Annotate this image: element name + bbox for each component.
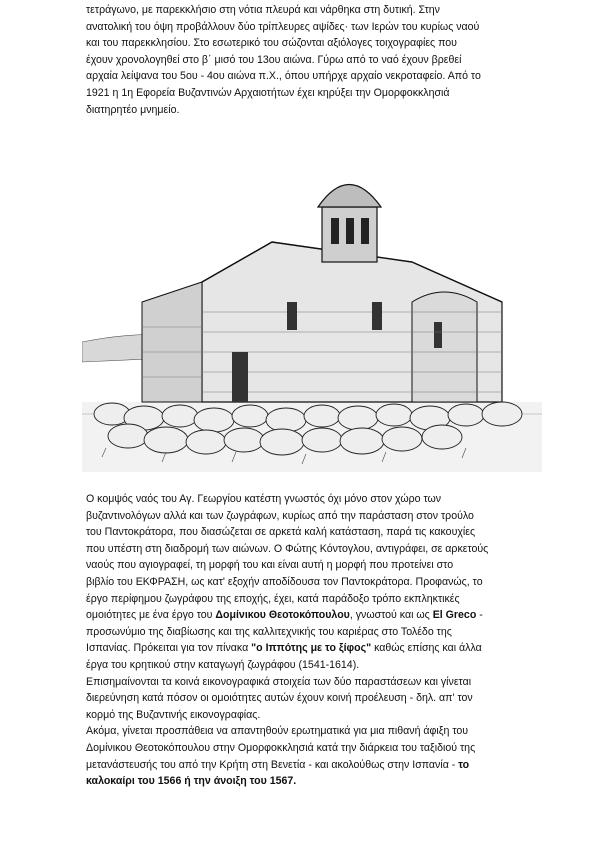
text-line: Δομίνικου Θεοτοκόπουλου στην Ομορφοκκλησιά κατά την διάρκεια του ταξιδιού της <box>86 741 476 754</box>
text-line: ανατολική του όψη προβάλλουν δύο τρίπλευρες αψίδες· των Ιερών του κυρίως ναού <box>86 20 480 33</box>
text-line: βυζαντινολόγων αλλά και των ζωγράφων, κυρίως από την παράσταση στον τρούλο <box>86 509 474 522</box>
body-paragraph <box>86 491 541 790</box>
text-line: ναούς που αγιογραφεί, τη μορφή του και είναι αυτή η μορφή που προτείνει στο <box>86 559 454 572</box>
text-line: διερεύνηση κατά πόσον οι ομοιότητες αυτών έχουν κοινή προέλευση - δηλ. απ' τον <box>86 692 473 705</box>
text-run: - <box>476 609 483 622</box>
text-line: Επισημαίνονται τα κοινά εικονογραφικά στοιχεία των δύο παραστάσεων και γίνεται <box>86 675 472 688</box>
text-line <box>86 640 541 657</box>
text-line: που υπέστη στη διαδρομή των αιώνων. Ο Φώτης Κόντογλου, αντιγράφει, σε αρκετούς <box>86 542 489 555</box>
text-run: μετανάστευσής του από την Κρήτη στη Βενετία - και ακολούθως στην Ισπανία - <box>86 758 459 771</box>
text-line <box>86 607 541 624</box>
intro-paragraph <box>86 2 541 118</box>
text-line: προσωνύμιο της διαβίωσης και της καλλιτεχνικής του καριέρας στο Τολέδο της <box>86 625 452 638</box>
text-line: κορμό της Βυζαντινής εικονογραφίας. <box>86 708 261 721</box>
text-line: και του παρεκκλησίου. Στο εσωτερικό του σώζονται αξιόλογες τοιχογραφίες που <box>86 37 457 50</box>
text-run: , γνωστού και ως <box>349 609 433 622</box>
painting-title: "ο Ιππότης με το ξίφος" <box>251 642 372 655</box>
text-line: Ο κομψός ναός του Αγ. Γεωργίου κατέστη γνωστός όχι μόνο στον χώρο των <box>86 493 442 505</box>
text-line: Ακόμα, γίνεται προσπάθεια να απαντηθούν ερωτηματικά για μια πιθανή άφιξη του <box>86 725 469 738</box>
painter-name: Δομίνικου Θεοτοκόπουλου <box>215 609 350 622</box>
text-line <box>86 757 541 774</box>
text-line: 1921 η 1η Εφορεία Βυζαντινών Αρχαιοτήτων έχει κηρύξει την Ομορφοκκλησιά <box>86 86 450 99</box>
text-line: βιβλίο του ΕΚΦΡΑΣΗ, ως κατ' εξοχήν αποδίδουσα τον Παντοκράτορα. Προφανώς, το <box>86 575 483 588</box>
text-line: έχουν χρονολογηθεί στο β΄ μισό του 13ου αιώνα. Γύρω από το ναό έχουν βρεθεί <box>86 53 462 66</box>
text-line <box>86 773 541 790</box>
text-line: έργο περίφημου ζωγράφου της εποχής, έχει, κατά παράδοξο τρόπο εκπληκτικές <box>86 592 460 605</box>
text-run: ομοιότητες με ένα έργο του <box>86 609 216 622</box>
text-line: έργα του κρητικού στην καταγωγή ζωγράφου (1541-1614). <box>86 658 360 671</box>
church-drawing-icon <box>82 152 542 472</box>
date-emphasis: καλοκαίρι του 1566 ή την άνοιξη του 1567. <box>86 775 297 788</box>
text-run: καθώς επίσης και άλλα <box>371 642 482 655</box>
text-line: διατηρητέο μνημείο. <box>86 103 180 116</box>
el-greco-name: El Greco <box>432 609 477 622</box>
date-emphasis: το <box>458 758 470 771</box>
text-run: Ισπανίας. Πρόκειται για τον πίνακα <box>86 642 252 655</box>
text-line: αρχαία λείψανα του 5ου - 4ου αιώνα π.Χ., όπου υπήρχε αρχαίο νεκροταφείο. Από το <box>86 70 481 83</box>
text-line: του Παντοκράτορα, που διασώζεται σε αρκετά καλή κατάσταση, παρά τις κακουχίες <box>86 526 476 539</box>
text-line: τετράγωνο, με παρεκκλήσιο στη νότια πλευρά και νάρθηκα στη δυτική. Στην <box>86 4 440 16</box>
